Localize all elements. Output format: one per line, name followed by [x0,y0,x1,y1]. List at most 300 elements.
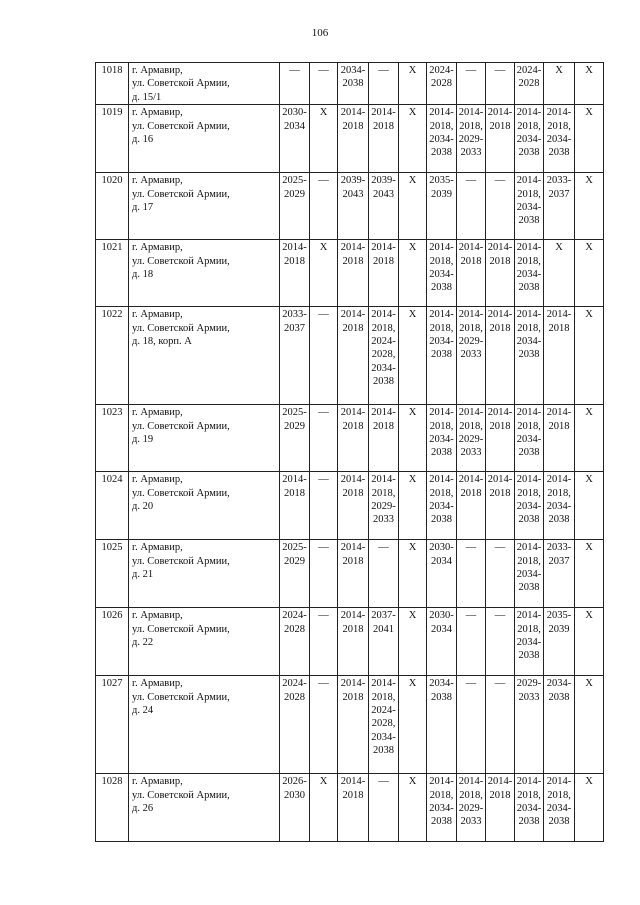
cell-line: 2014- [340,242,366,254]
cell-line: 2018 [342,623,364,635]
period-cell [457,405,486,472]
period-cell [280,676,310,774]
cell-line: 2037 [548,555,570,567]
cell-line: — [465,65,477,76]
cell-line: 2039- [371,175,396,187]
cell-line: Х [408,242,417,254]
cell-line: 2038 [342,78,364,90]
cell-line: 2039 [548,623,570,635]
cell-line: 2034- [546,678,572,690]
period-cell [369,63,399,105]
address-line: г. Армавир, [132,309,183,321]
cell-line: — [494,542,506,554]
cell-line: 2038 [518,447,540,459]
period-cell [399,405,427,472]
address-line: ул. Советской Армии, [132,623,230,635]
cell-line: 2018, [429,255,454,267]
cell-line: Х [319,107,328,119]
cell-line: 2034- [516,434,542,446]
period-cell [338,307,369,405]
cell-line: 2018, [429,120,454,132]
address-cell [129,240,280,307]
period-cell [280,608,310,676]
cell-line: 2030- [429,542,454,554]
cell-line: 2014- [516,610,542,622]
cell-line: 2018, [371,322,396,334]
table-row [96,540,604,608]
cell-line: Х [555,242,563,254]
cell-line: 2018, [517,420,541,432]
cell-line: — [465,175,477,187]
cell-line: 2034- [516,637,542,649]
cell-line: Х [408,474,417,486]
period-cell [457,307,486,405]
period-cell [486,240,515,307]
cell-line: 2038 [431,447,452,459]
cell-line: 2018, [547,487,571,499]
period-cell [544,472,575,540]
cell-line: Х [585,309,593,321]
period-cell [399,173,427,240]
cell-line: 2029- [371,501,396,513]
cell-line: 2014- [516,242,542,254]
cell-line: 2034- [371,731,396,743]
cell-line: — [494,610,506,622]
address-line: д. 26 [132,803,154,815]
cell-line: 2030- [282,107,307,119]
address-cell [129,63,280,105]
cell-line: 2014- [516,776,542,788]
cell-line: 2018, [429,420,454,432]
cell-line: Х [408,542,417,554]
period-cell [544,63,575,105]
period-cell [338,105,369,173]
address-line: д. 18 [132,269,154,281]
period-cell [544,105,575,173]
cell-line: 2014- [340,610,366,622]
period-cell [427,774,457,842]
address-line: г. Армавир, [132,610,183,622]
period-cell [427,608,457,676]
cell-line: 2025- [282,175,307,187]
cell-line: — [318,542,329,554]
cell-line: 2018, [517,555,541,567]
cell-line: 2018, [517,322,541,334]
period-cell [399,63,427,105]
cell-line: 2038 [518,514,540,526]
cell-line: — [318,175,329,187]
period-cell [427,105,457,173]
cell-line: 2014- [516,107,542,119]
cell-line: 2034- [516,134,542,146]
cell-line: 2014- [371,407,396,419]
cell-line: 2018 [342,420,364,432]
cell-line: 2034- [516,501,542,513]
cell-line: 2038 [431,349,452,361]
cell-line: 2033- [282,309,307,321]
period-cell [280,774,310,842]
period-cell [310,105,338,173]
cell-line: 2024- [429,65,454,76]
cell-line: 2014- [487,474,513,486]
cell-line: Х [585,678,593,690]
cell-line: 2030- [429,610,454,622]
cell-line: 2014- [371,678,396,690]
period-cell [369,240,399,307]
period-cell [369,608,399,676]
cell-line: 2018, [517,623,541,635]
cell-line: 2018 [460,487,482,499]
period-cell [369,307,399,405]
period-cell [310,63,338,105]
table-row [96,63,604,105]
cell-line: 2014- [487,407,513,419]
cell-line: 2018, [371,691,396,703]
address-line: г. Армавир, [132,175,183,187]
period-cell [575,472,604,540]
address-line: ул. Советской Армии, [132,120,230,132]
cell-line: 2018 [342,691,364,703]
cell-line: 2014- [546,107,572,119]
cell-line: 2028 [431,78,452,90]
period-cell [457,173,486,240]
period-cell [515,774,544,842]
cell-line: 2039- [340,175,366,187]
period-cell [427,472,457,540]
period-cell [515,105,544,173]
period-cell [486,63,515,105]
cell-line: 2014- [546,309,572,321]
cell-line: 2034- [429,134,454,146]
cell-line: 2014- [371,474,396,486]
period-cell [515,173,544,240]
cell-line: 2038 [548,514,570,526]
cell-line: 2038 [518,349,540,361]
cell-line: 2014- [371,309,396,321]
period-cell [427,63,457,105]
table-row [96,608,604,676]
period-cell [399,307,427,405]
cell-line: 2029- [458,336,484,348]
cell-line: 2043 [373,188,394,200]
cell-line: 2034- [429,678,454,690]
address-line: г. Армавир, [132,65,183,76]
address-line: ул. Советской Армии, [132,78,230,90]
cell-line: 2014- [458,242,484,254]
period-cell [280,307,310,405]
cell-line: 2014- [371,242,396,254]
period-cell [575,676,604,774]
cell-line: 2014- [340,542,366,554]
cell-line: 2014- [516,407,542,419]
period-cell [486,676,515,774]
cell-line: 2038 [518,215,540,227]
cell-line: 2014- [429,407,454,419]
cell-line: 2034- [340,65,366,76]
cell-line: 2034- [429,803,454,815]
address-line: ул. Советской Армии, [132,420,230,432]
address-line: г. Армавир, [132,474,183,486]
period-cell [310,472,338,540]
cell-line: 2014- [458,107,484,119]
row-number: 1019 [96,105,129,173]
table-row [96,472,604,540]
table-row [96,676,604,774]
cell-line: 2038 [431,691,452,703]
period-cell [427,405,457,472]
period-cell [457,774,486,842]
period-cell [457,472,486,540]
cell-line: 2014- [458,309,484,321]
table-row [96,240,604,307]
cell-line: — [494,678,506,690]
cell-line: 2018, [371,487,396,499]
cell-line: 2018 [489,120,511,132]
cell-line: 2014- [429,474,454,486]
cell-line: 2014- [458,474,484,486]
cell-line: Х [585,610,593,622]
period-cell [369,540,399,608]
period-cell [457,240,486,307]
cell-line: 2034- [546,803,572,815]
cell-line: 2026- [282,776,307,788]
cell-line: 2033 [518,691,540,703]
cell-line: — [465,678,477,690]
period-cell [369,676,399,774]
period-cell [486,472,515,540]
cell-line: Х [555,65,563,76]
cell-line: 2033 [460,447,482,459]
period-cell [338,405,369,472]
cell-line: 2018 [342,322,364,334]
cell-line: 2028 [518,78,540,90]
period-cell [338,676,369,774]
row-number: 1028 [96,774,129,842]
cell-line: 2029 [284,420,305,432]
cell-line: Х [408,610,417,622]
period-cell [575,405,604,472]
address-cell [129,307,280,405]
cell-line: 2014- [546,474,572,486]
cell-line: 2037 [548,188,570,200]
cell-line: — [378,776,389,788]
period-cell [457,676,486,774]
address-line: д. 20 [132,501,154,513]
period-cell [280,472,310,540]
cell-line: 2038 [518,147,540,159]
period-cell [486,105,515,173]
period-cell [457,540,486,608]
cell-line: 2034 [284,120,305,132]
period-cell [310,774,338,842]
period-cell [310,173,338,240]
cell-line: 2035- [546,610,572,622]
cell-line: Х [408,107,417,119]
address-line: ул. Советской Армии, [132,255,230,267]
address-line: д. 18, корп. А [132,336,192,348]
cell-line: 2033- [546,175,572,187]
cell-line: 2018 [342,255,364,267]
address-cell [129,540,280,608]
period-cell [486,608,515,676]
cell-line: 2028 [284,623,305,635]
period-cell [338,608,369,676]
cell-line: 2014- [516,309,542,321]
period-cell [575,307,604,405]
address-line: г. Армавир, [132,107,183,119]
cell-line: 2018 [548,420,570,432]
period-cell [310,540,338,608]
address-line: ул. Советской Армии, [132,322,230,334]
cell-line: — [318,65,329,76]
cell-line: 2014- [429,776,454,788]
cell-line: 2014- [371,107,396,119]
cell-line: 2014- [458,407,484,419]
cell-line: 2029 [284,555,305,567]
cell-line: 2014- [282,474,307,486]
cell-line: 2018, [429,789,454,801]
cell-line: — [318,610,329,622]
period-cell [486,307,515,405]
address-line: ул. Советской Армии, [132,188,230,200]
address-line: ул. Советской Армии, [132,691,230,703]
period-cell [427,240,457,307]
cell-line: 2018, [459,420,483,432]
cell-line: 2034- [371,362,396,374]
cell-line: 2018, [547,789,571,801]
cell-line: 2034- [429,434,454,446]
address-line: г. Армавир, [132,776,183,788]
period-cell [369,405,399,472]
address-line: ул. Советской Армии, [132,487,230,499]
cell-line: Х [585,65,593,76]
cell-line: 2014- [429,242,454,254]
address-cell [129,405,280,472]
cell-line: 2038 [431,514,452,526]
cell-line: 2018 [489,789,511,801]
cell-line: 2018 [342,487,364,499]
cell-line: — [465,610,477,622]
cell-line: 2014- [487,107,513,119]
cell-line: 2034 [431,623,452,635]
cell-line: 2034 [431,555,452,567]
period-cell [575,105,604,173]
cell-line: 2034- [546,501,572,513]
address-line: г. Армавир, [132,678,183,690]
cell-line: 2033 [460,816,482,828]
cell-line: 2014- [340,107,366,119]
period-cell [338,240,369,307]
cell-line: 2018 [548,322,570,334]
address-cell [129,608,280,676]
period-cell [486,405,515,472]
cell-line: 2018, [517,487,541,499]
cell-line: 2014- [340,407,366,419]
address-line: д. 19 [132,434,154,446]
cell-line: 2018 [284,255,305,267]
cell-line: 2038 [373,376,394,388]
address-line: ул. Советской Армии, [132,555,230,567]
period-cell [575,540,604,608]
cell-line: 2029- [458,134,484,146]
table-row [96,774,604,842]
cell-line: 2018, [517,255,541,267]
cell-line: 2038 [518,282,540,294]
cell-line: Х [585,776,593,788]
table-row [96,173,604,240]
row-number: 1020 [96,173,129,240]
cell-line: 2029- [516,678,542,690]
row-number: 1024 [96,472,129,540]
cell-line: 2029- [458,803,484,815]
cell-line: 2014- [429,309,454,321]
cell-line: — [494,175,506,187]
period-cell [399,608,427,676]
period-cell [457,105,486,173]
period-cell [338,63,369,105]
table-body [96,63,604,842]
cell-line: — [494,65,506,76]
period-cell [544,608,575,676]
period-cell [310,608,338,676]
cell-line: 2038 [548,816,570,828]
cell-line: 2014- [340,776,366,788]
cell-line: 2033 [460,349,482,361]
period-cell [369,774,399,842]
period-cell [544,173,575,240]
cell-line: 2034- [516,202,542,214]
cell-line: Х [585,175,593,187]
period-cell [399,774,427,842]
cell-line: 2024- [282,610,307,622]
period-cell [399,472,427,540]
address-line: ул. Советской Армии, [132,789,230,801]
cell-line: 2014- [458,776,484,788]
cell-line: 2034- [516,269,542,281]
row-number: 1021 [96,240,129,307]
period-cell [399,105,427,173]
period-cell [338,774,369,842]
period-cell [544,676,575,774]
cell-line: 2014- [516,474,542,486]
row-number: 1023 [96,405,129,472]
cell-line: Х [408,175,417,187]
period-cell [515,405,544,472]
cell-line: 2018 [489,322,511,334]
period-cell [310,405,338,472]
period-cell [310,307,338,405]
period-cell [575,240,604,307]
period-cell [575,608,604,676]
period-cell [399,540,427,608]
registry-table [95,62,604,842]
cell-line: 2034- [429,501,454,513]
cell-line: Х [585,407,593,419]
cell-line: 2014- [546,407,572,419]
cell-line: 2034- [546,134,572,146]
cell-line: Х [408,309,417,321]
cell-line: 2018 [489,487,511,499]
period-cell [280,105,310,173]
address-line: г. Армавир, [132,407,183,419]
cell-line: 2038 [548,147,570,159]
cell-line: — [318,678,329,690]
cell-line: 2025- [282,407,307,419]
cell-line: Х [408,776,417,788]
cell-line: 2029 [284,188,305,200]
period-cell [486,540,515,608]
cell-line: 2014- [340,474,366,486]
